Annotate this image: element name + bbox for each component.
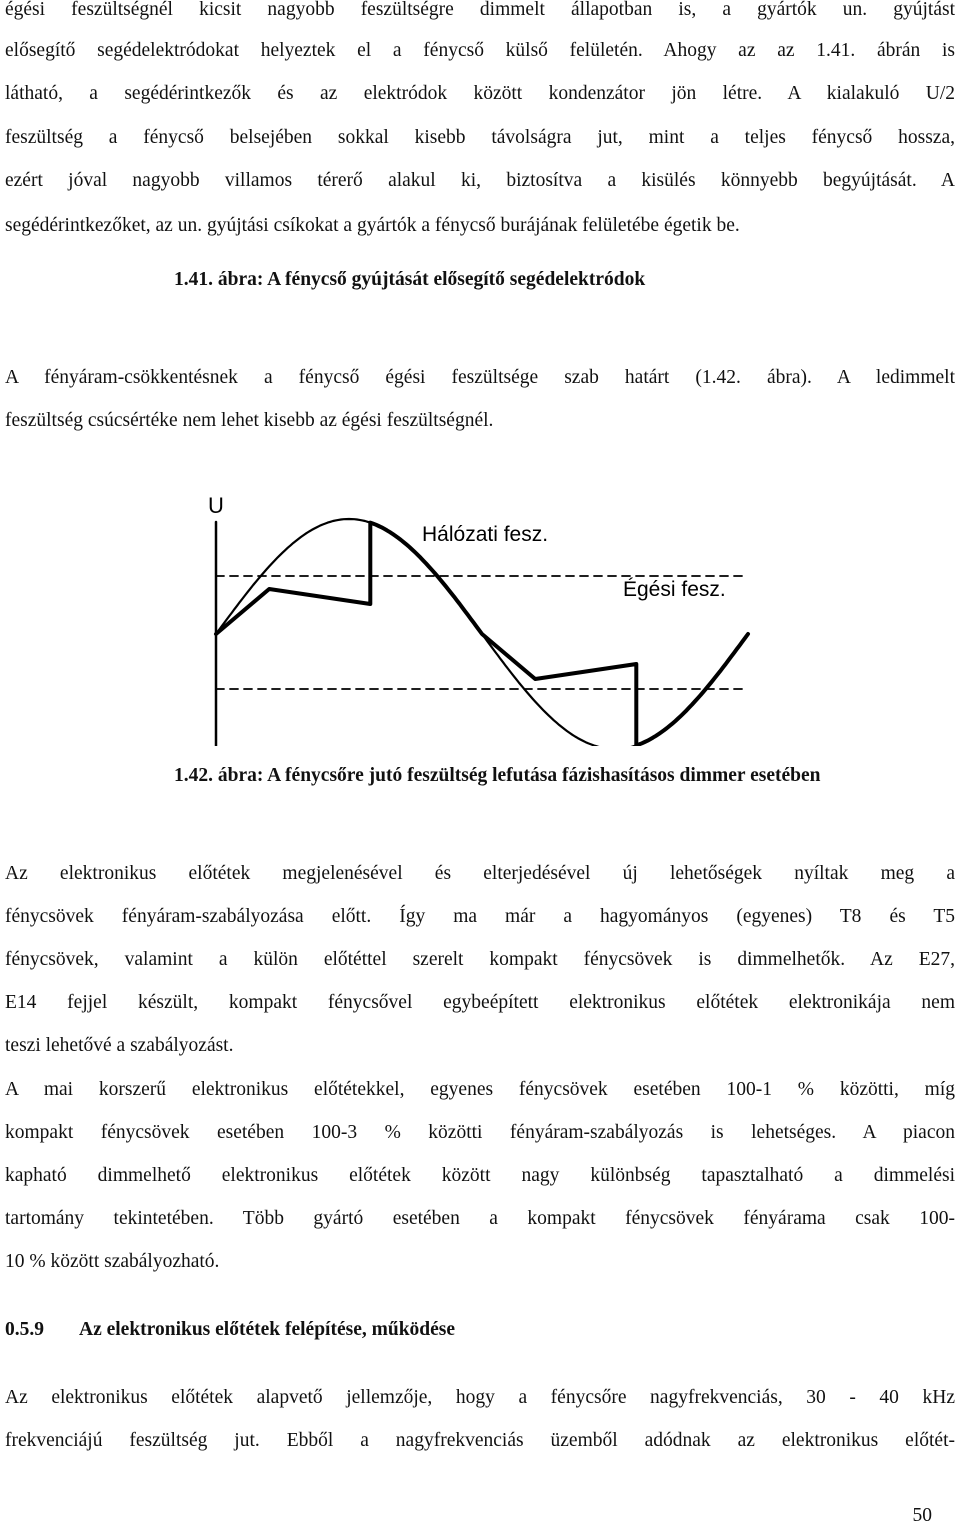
text-line: frekvenciájú feszültség jut. Ebből a nagyfrekvenciás üzemből adódnak az elektronikus előtét- (5, 1430, 955, 1451)
text-line: 10 % között szabályozható. (5, 1251, 220, 1272)
figure-caption-1-41: 1.41. ábra: A fénycső gyújtását elősegítő segédelektródok (174, 269, 646, 290)
text-line: E14 fejjel készült, kompakt fénycsővel egybeépített elektronikus előtétek elektronikája nem (5, 992, 955, 1013)
text-line: kompakt fénycsövek esetében 100-3 % közötti fényáram-szabályozás is lehetséges. A piacon (5, 1122, 955, 1143)
text-line: feszültség csúcsértéke nem lehet kisebb az égési feszültségnél. (5, 410, 494, 431)
text-line: feszültség a fénycső belsejében sokkal kisebb távolságra jut, mint a teljes fénycső hossza, (5, 127, 955, 148)
section-title: Az elektronikus előtétek felépítése, működése (79, 1319, 456, 1340)
text-line: látható, a segédérintkezők és az elektródok között kondenzátor jön létre. A kialakuló U/2 (5, 83, 955, 104)
text-line: elősegítő segédelektródokat helyeztek el a fénycső külső felületén. Ahogy az az 1.41. ábrán is (5, 40, 955, 61)
axis-label-u: U (208, 493, 224, 518)
text-line: Az elektronikus előtétek alapvető jellemzője, hogy a fénycsőre nagyfrekvenciás, 30 - 40 kHz (5, 1387, 955, 1408)
text-line: ezért jóval nagyobb villamos térerő alakul ki, biztosítva a kisülés könnyebb begyújtását. A (5, 170, 955, 191)
text-line: égési feszültségnél kicsit nagyobb feszültségre dimmelt állapotban is, a gyártók un. gyújtást (5, 0, 955, 20)
text-line: kapható dimmelhető elektronikus előtétek között nagy különbség tapasztalható a dimmelési (5, 1165, 955, 1186)
lamp-voltage-curve (216, 523, 748, 746)
text-line: A fényáram-csökkentésnek a fénycső égési feszültsége szab határt (1.42. ábra). A ledimmelt (5, 367, 955, 388)
text-line: Az elektronikus előtétek megjelenésével és elterjedésével új lehetőségek nyíltak meg a (5, 863, 955, 884)
label-mains-voltage: Hálózati fesz. (422, 523, 549, 546)
text-line: tartomány tekintetében. Több gyártó esetében a kompakt fénycsövek fényárama csak 100- (5, 1208, 955, 1229)
text-line: A mai korszerű elektronikus előtétekkel, egyenes fénycsövek esetében 100-1 % közötti, míg (5, 1079, 955, 1100)
text-line: segédérintkezőket, az un. gyújtási csíkokat a gyártók a fénycső burájának felületébe égetik be. (5, 215, 740, 236)
section-number: 0.5.9 (5, 1319, 44, 1340)
label-burning-voltage: Égési fesz. (623, 578, 726, 601)
figure-1-42-voltage-waveform (203, 484, 763, 746)
figure-caption-1-42: 1.42. ábra: A fénycsőre jutó feszültség lefutása fázishasításos dimmer esetében (174, 765, 821, 786)
text-line: fénycsövek, valamint a külön előtéttel szerelt kompakt fénycsövek is dimmelhetők. Az E27, (5, 949, 955, 970)
section-heading (5, 1316, 455, 1344)
page-number: 50 (912, 1505, 932, 1526)
text-line: teszi lehetővé a szabályozást. (5, 1035, 234, 1056)
text-line: fénycsövek fényáram-szabályozása előtt. Így ma már a hagyományos (egyenes) T8 és T5 (5, 906, 955, 927)
